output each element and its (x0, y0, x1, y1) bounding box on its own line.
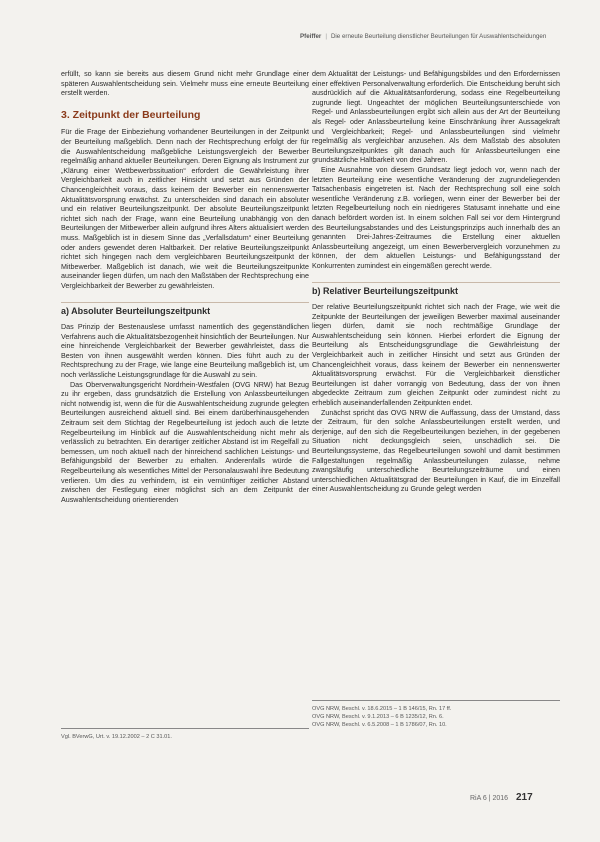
footnote: OVG NRW, Beschl. v. 6.5.2008 – 1 B 1786/07, Rn. 10. (312, 722, 447, 728)
footnote: OVG NRW, Beschl. v. 9.1.2013 – 6 B 1235/12, Rn. 6. (312, 714, 444, 720)
paragraph-absolute-2: Das Oberverwaltungsgericht Nordrhein-Westfalen (OVG NRW) hat Bezug zu ihr ergeben, dass grundsätzlich die Erstellung von Anlassbeurteilungen nicht notwendig ist, wenn die für die Auswahlentscheidung zugrunde gelegten Beurteilungen ausreichend aktuell sind. Bei einem darüberhinausgehenden Zeitraum seit dem Stichtag der Regelbeurteilung ist jedoch auch die letzte Regelbeurteilung im Hinblick auf die Auswahlentscheidung nicht mehr als verlässlich zu betrachten. Ein derartiger zeitlicher Abstand ist im Regelfall zu bemessen, um noch aktuell nach der hinreichend sachlichen Leistungs- und Befähigungsbild der Bewerber zu erhalten. Anderenfalls würde die Regelbeurteilung als wesentliches Mittel der Personalauswahl ihre Bedeutung verlieren. Um dies zu verhindern, ist ein vernünftiger zeitlicher Abstand zwischen der Festlegung einer möglichst sich an dem Zeitpunkt der Auswahlentscheidung orientierenden (61, 380, 309, 504)
subheading-absolute: a) Absoluter Beurteilungszeitpunkt (61, 302, 309, 317)
running-head (300, 33, 562, 40)
right-footnotes (312, 700, 560, 729)
subheading-relative: b) Relativer Beurteilungszeitpunkt (312, 282, 560, 297)
section-paragraph: Für die Frage der Einbeziehung vorhandener Beurteilungen in der Zeitpunkt der Beurteilung maßgeblich. Denn nach der Rechtsprechung erfolgt der für die Auswahlentscheidung maßgebliche Leistungsvergleich der Bewerber regelmäßig anhand aktueller Beurteilungen. Deren Eignung als Instrument zur „Klärung einer Wettbewerbssituation“ erfordert die Gewährleistung ihrer Vergleichbarkeit auch in zeitlicher Hinsicht und setzt aus Gründen der Chancengleichheit voraus, dass keinem der Bewerber ein nennenswerter Aktualitätsvorsprung erwächst. Zu unterscheiden sind danach ein absoluter und ein relativer Beurteilungszeitpunkt. Der absolute Beurteilungszeitpunkt richtet sich nach der Frage, wann eine Beurteilung unabhängig von den Beurteilungen der Mitbewerber allein aufgrund ihres Alters aktualisiert werden muss. Maßgeblich ist in diesem Sinne das „Verfallsdatum“ einer Beurteilung oder anders gewendet deren Haltbarkeit. Der relative Beurteilungszeitpunkt richtet sich hingegen nach dem vergleichbaren Beurteilungszeitpunkt der Mitbewerber. Maßgeblich ist danach, wie weit die Beurteilungszeitpunkte auseinander liegen dürfen, um nach den Maßstäben der Rechtsprechung eine Vergleichbarkeit der Bewerber zu gewährleisten. (61, 128, 309, 290)
section-heading: 3. Zeitpunkt der Beurteilung (61, 108, 201, 121)
page-footer (470, 792, 570, 803)
footnote: Vgl. BVerwG, Urt. v. 19.12.2002 – 2 C 31.01. (61, 734, 172, 740)
left-footnotes (61, 728, 309, 740)
left-column (61, 70, 309, 505)
footnote: OVG NRW, Beschl. v. 18.6.2015 – 1 B 146/15, Rn. 17 ff. (312, 706, 452, 712)
paragraph-right-1: dem Aktualität der Leistungs- und Befähigungsbildes und den Erfordernissen einer effektiven Personalverwaltung erforderlich. Die Entscheidung beruht sich ausdrücklich auf die Aktualitätsanforderung, sodass eine Regelbeurteilung zugrunde liegt. Ungeachtet der möglichen Beurteilungsunterschiede von Regel- und Anlassbeurteilungen ergibt sich allein aus der Art der Beurteilung als Regel- oder Anlassbeurteilung keine Einschränkung ihrer Aussagekraft und Vergleichbarkeit; Regel- und Anlassbeurteilungen sind vielmehr regelmäßig als vergleichbar anzusehen. Als dem Maßstab des absoluten Beurteilungszeitpunktes gilt danach auch für Anlassbeurteilungen eine grundsätzliche Haltbarkeit von drei Jahren. (312, 70, 560, 165)
paragraph-absolute-1: Das Prinzip der Bestenauslese umfasst namentlich des gegenständlichen Verfahrens auch die Aktualitätsbezogenheit hinsichtlich der Beurteilungen. Nur eine hinreichende Vergleichbarkeit der Bewerber gewährleistet, dass die Besten von ihnen ausgewählt werden können. Dies führt auch zu der Rechtsprechung zu der Frage, wie lange eine Beurteilung maßgeblich ist, um noch verlässliche Leistungsgrundlage für die Auswahl zu sein. (61, 323, 309, 380)
page-number: 217 (515, 792, 533, 803)
paragraph-relative-1: Der relative Beurteilungszeitpunkt richtet sich nach der Frage, wie weit die Zeitpunkte der Beurteilungen der jeweiligen Bewerber maximal auseinander liegen dürfen, damit sie noch rechtmäßige Grundlage der Auswahlentscheidung sein können. Hierbei erfordert die Eignung der Beurteilung als Entscheidungsgrundlage die Gewährleistung der Vergleichbarkeit auch in zeitlicher Hinsicht und setzt aus Gründen der Chancengleichheit voraus, dass keinem der Bewerber ein nennenswerter Aktualitätsvorsprung erwächst. Für die Vergleichbarkeit dienstlicher Beurteilungen ist daher vorrangig von Bedeutung, dass der von ihnen abgedeckte Zeitraum zum gleichen Zeitpunkt oder zumindest nicht zu erheblich auseinanderfallenden Zeitpunkten endet. (312, 303, 560, 407)
intro-paragraph: erfüllt, so kann sie bereits aus diesem Grund nicht mehr Grundlage einer späteren Auswahlentscheidung sein. Vielmehr muss eine erneute Beurteilung erstellt werden. (61, 70, 309, 98)
paragraph-right-2: Eine Ausnahme von diesem Grundsatz liegt jedoch vor, wenn nach der letzten Beurteilung eine wesentliche Veränderung der zugrundeliegenden Tatsachenbasis eingetreten ist. Nach der Rechtsprechung soll eine solch wesentliche Veränderung z.B. vorliegen, wenn einer der Bewerber bei der letzten Regelbeurteilung noch ein niedrigeres Statusamt innehatte und eine danach befördert worden ist. In einem solchen Fall sei vor dem Hintergrund des Beurteilungsabstandes und des Leistungsprinzips auch innerhalb des an genannten Drei-Jahres-Zeitraumes die Erstellung einer aktuellen Anlassbeurteilung angezeigt, um einen Bewerbervergleich vorzunehmen zu können, der dem aktuellen Leistungs- und Befähigungsstand der Konkurrenten zumindest ein eingemäßen gerecht werde. (312, 165, 560, 270)
running-head-author: Pfeiffer (300, 33, 322, 40)
right-column (312, 70, 560, 495)
publication-label: RiA 6 | 2016 (470, 795, 509, 802)
running-head-title: Die erneute Beurteilung dienstlicher Beurteilungen für Auswahlentscheidungen (330, 33, 547, 40)
paragraph-relative-2: Zunächst spricht das OVG NRW die Auffassung, dass der Umstand, dass der Zeitraum, für den solche Anlassbeurteilungen erstellt werden, und derjenige, auf den sich die Regelbeurteilungen beziehen, in der gegebenen Situation nicht deckungsgleich seien, unschädlich sei. Die Beurteilungssysteme, das Regelbeurteilungen sowohl und damit bestimmen Fallgestaltungen regelmäßig Anlassbeurteilungen zulasse, nehme zwangsläufig unterschiedliche Beurteilungszeiträume und einen unterschiedlichen Aktualitätsgrad der Beurteilungen in Kauf, die im Einzelfall einer Auswahlentscheidung zu Grunde gelegt werden (312, 408, 560, 494)
running-head-separator: | (325, 33, 327, 40)
